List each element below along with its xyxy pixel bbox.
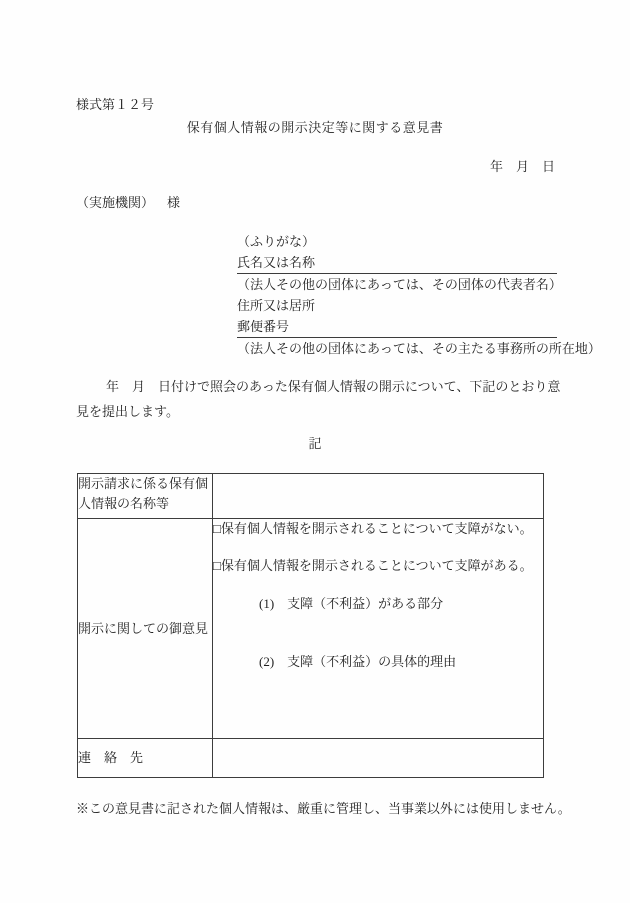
option-no-objection bbox=[213, 519, 543, 539]
detail-item-1: (1) 支障（不利益）がある部分 bbox=[259, 596, 444, 611]
table-row-opinion bbox=[78, 519, 544, 739]
subject-input-cell bbox=[213, 474, 544, 519]
contact-input-cell bbox=[213, 739, 544, 778]
addressee-line bbox=[76, 192, 180, 211]
postal-field bbox=[237, 316, 557, 338]
postal-note: （法人その他の団体にあっては、その主たる事務所の所在地） bbox=[237, 341, 601, 356]
subject-header-cell: 開示請求に係る保有個人情報の名称等 bbox=[78, 474, 213, 519]
page-title: 保有個人情報の開示決定等に関する意見書 bbox=[186, 120, 444, 135]
checkbox-objection-icon[interactable]: □ bbox=[213, 558, 221, 573]
contact-header-cell: 連 絡 先 bbox=[78, 739, 213, 778]
detail-item-2: (2) 支障（不利益）の具体的理由 bbox=[259, 654, 457, 669]
postal-label: 郵便番号 bbox=[237, 319, 290, 334]
opinion-content-cell bbox=[213, 519, 544, 739]
form-number: 様式第１２号 bbox=[76, 97, 155, 112]
address-label: 住所又は居所 bbox=[237, 298, 316, 313]
applicant-block bbox=[237, 231, 601, 359]
record-heading: 記 bbox=[308, 436, 322, 451]
addressee-suffix: 様 bbox=[167, 195, 181, 210]
body-paragraph: 年 月 日付けで照会のあった保有個人情報の開示について、下記のとおり意見を提出します。 bbox=[76, 379, 561, 419]
footnote: ※この意見書に記された個人情報は、厳重に管理し、当事業以外には使用しません。 bbox=[76, 801, 571, 816]
table-row-contact bbox=[78, 739, 544, 778]
addressee-label: （実施機関） bbox=[76, 195, 155, 210]
opinion-table bbox=[77, 473, 544, 778]
date-placeholder: 年 月 日 bbox=[489, 159, 555, 174]
table-row-subject bbox=[78, 474, 544, 519]
option-objection bbox=[213, 556, 543, 576]
furigana-label: （ふりがな） bbox=[237, 234, 316, 249]
option-objection-label: 保有個人情報を開示されることについて支障がある。 bbox=[220, 558, 533, 573]
name-field bbox=[237, 252, 557, 274]
name-label: 氏名又は名称 bbox=[237, 255, 316, 270]
name-note: （法人その他の団体にあっては、その団体の代表者名） bbox=[237, 277, 562, 292]
opinion-header-cell: 開示に関しての御意見 bbox=[78, 519, 213, 739]
option-no-objection-label: 保有個人情報を開示されることについて支障がない。 bbox=[220, 521, 533, 536]
checkbox-no-objection-icon[interactable]: □ bbox=[213, 521, 221, 536]
